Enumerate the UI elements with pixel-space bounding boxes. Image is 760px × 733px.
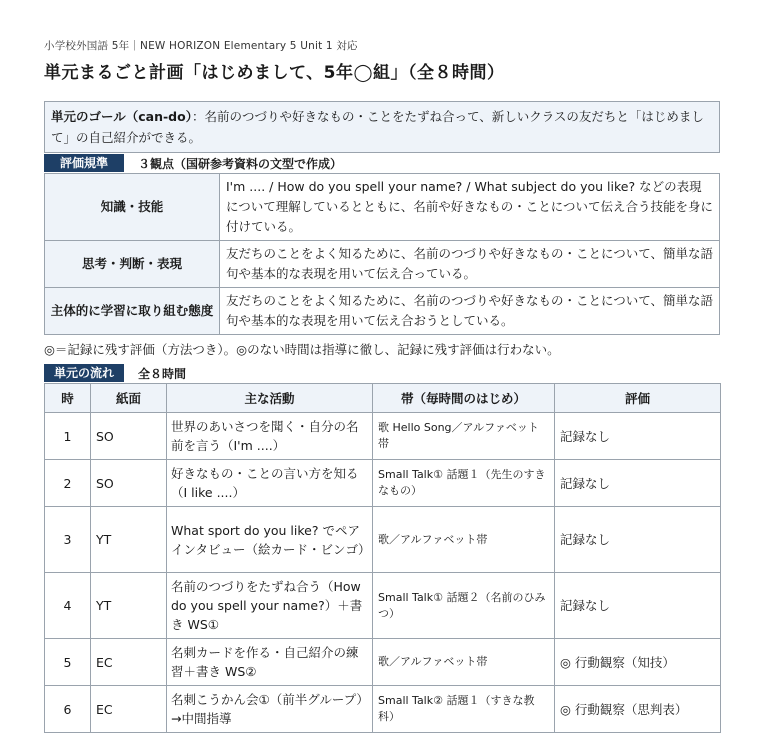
evaluation-cell: 記録なし — [555, 460, 721, 507]
evaluation-bar — [44, 153, 720, 173]
activity-cell: 名刺こうかん会①（前半グループ）→中間指導 — [167, 686, 373, 733]
flow-bar — [44, 363, 720, 383]
table-row — [45, 413, 721, 460]
period-number: 5 — [45, 639, 91, 686]
band-cell: Small Talk① 話題２（名前のひみつ） — [373, 573, 555, 639]
flow-note: 全８時間 — [138, 366, 187, 381]
period-number: 4 — [45, 573, 91, 639]
page-code: YT — [91, 573, 167, 639]
evaluation-row — [45, 174, 720, 241]
period-number: 1 — [45, 413, 91, 460]
table-row — [45, 639, 721, 686]
evaluation-cell: 記録なし — [555, 507, 721, 573]
evaluation-cell: ◎ 行動観察（思判表） — [555, 686, 721, 733]
page-subtitle: 小学校外国語 5年｜NEW HORIZON Elementary 5 Unit 1 対応 — [44, 40, 358, 52]
unit-flow-table — [44, 383, 721, 733]
page-title: 単元まるごと計画「はじめまして、5年◯組」（全８時間） — [44, 63, 505, 83]
period-number: 3 — [45, 507, 91, 573]
page-code: EC — [91, 686, 167, 733]
evaluation-table — [44, 173, 720, 335]
period-number: 2 — [45, 460, 91, 507]
activity-cell: 名刺カードを作る・自己紹介の練習＋書き WS② — [167, 639, 373, 686]
band-cell: Small Talk① 話題１（先生のすきなもの） — [373, 460, 555, 507]
evaluation-cell: ◎ 行動観察（知技） — [555, 639, 721, 686]
evaluation-text: I'm .... / How do you spell your name? / What subject do you like? などの表現について理解しているとともに、名前や好きなもの・ことについて伝え合う技能を身に付けている。 — [220, 174, 720, 241]
column-header-page: 紙面 — [91, 384, 167, 413]
period-number: 6 — [45, 686, 91, 733]
page-code: SO — [91, 413, 167, 460]
page-code: EC — [91, 639, 167, 686]
band-cell: 歌／アルファベット帯 — [373, 507, 555, 573]
unit-goal-box — [44, 101, 720, 153]
activity-cell: 世界のあいさつを聞く・自分の名前を言う（I'm ....） — [167, 413, 373, 460]
table-row — [45, 573, 721, 639]
evaluation-cell: 記録なし — [555, 413, 721, 460]
flow-tag: 単元の流れ — [44, 364, 124, 382]
table-row — [45, 686, 721, 733]
column-header-period: 時 — [45, 384, 91, 413]
evaluation-row — [45, 288, 720, 335]
goal-text: ：名前のつづりや好きなもの・ことをたずね合って、新しいクラスの友だちと「はじめまして」の自己紹介ができる。 — [51, 109, 704, 145]
evaluation-legend: ◎＝記録に残す評価（方法つき）。◎のない時間は指導に徹し、記録に残す評価は行わない。 — [44, 342, 560, 357]
page-code: YT — [91, 507, 167, 573]
band-cell: Small Talk② 話題１（すきな教科） — [373, 686, 555, 733]
column-header-band: 帯（毎時間のはじめ） — [373, 384, 555, 413]
table-row — [45, 507, 721, 573]
activity-cell: 名前のつづりをたずね合う（How do you spell your name?）＋書き WS① — [167, 573, 373, 639]
evaluation-tag: 評価規準 — [44, 154, 124, 172]
evaluation-text: 友だちのことをよく知るために、名前のつづりや好きなもの・ことについて、簡単な語句や基本的な表現を用いて伝え合っている。 — [220, 241, 720, 288]
column-header-activity: 主な活動 — [167, 384, 373, 413]
page-code: SO — [91, 460, 167, 507]
evaluation-cell: 記録なし — [555, 573, 721, 639]
goal-heading: 単元のゴール（can-do） — [51, 109, 192, 124]
evaluation-note: ３観点（国研参考資料の文型で作成） — [138, 156, 343, 171]
band-cell: 歌／アルファベット帯 — [373, 639, 555, 686]
activity-cell: What sport do you like? でペアインタビュー（絵カード・ビンゴ） — [167, 507, 373, 573]
evaluation-text: 友だちのことをよく知るために、名前のつづりや好きなもの・ことについて、簡単な語句や基本的な表現を用いて伝え合おうとしている。 — [220, 288, 720, 335]
evaluation-label: 知識・技能 — [45, 174, 220, 241]
lesson-plan-page — [44, 38, 720, 733]
flow-header-row — [45, 384, 721, 413]
band-cell: 歌 Hello Song／アルファベット帯 — [373, 413, 555, 460]
table-row — [45, 460, 721, 507]
evaluation-label: 主体的に学習に取り組む態度 — [45, 288, 220, 335]
evaluation-label: 思考・判断・表現 — [45, 241, 220, 288]
evaluation-row — [45, 241, 720, 288]
column-header-evaluation: 評価 — [555, 384, 721, 413]
activity-cell: 好きなもの・ことの言い方を知る（I like ....） — [167, 460, 373, 507]
